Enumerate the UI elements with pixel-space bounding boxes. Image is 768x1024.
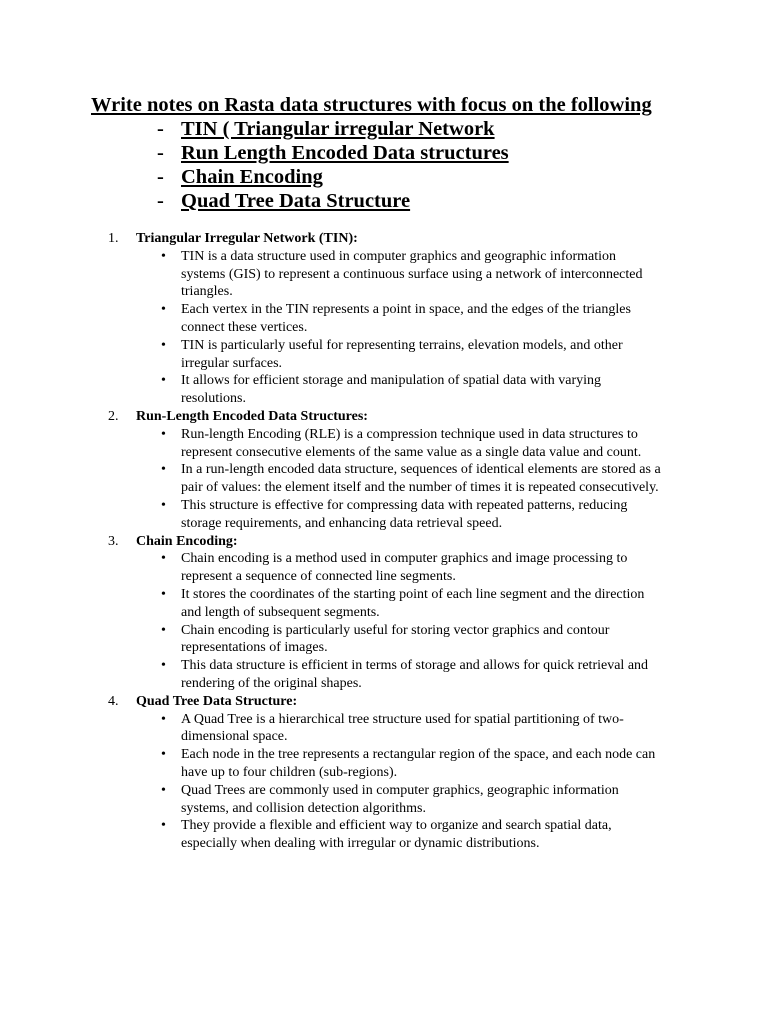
section-heading: [108, 533, 708, 551]
bullet-text: A Quad Tree is a hierarchical tree structure used for spatial partitioning of two-dimensional space.: [181, 711, 624, 745]
bullet-item: [160, 711, 708, 747]
bullet-icon: •: [161, 248, 166, 264]
section-title: Triangular Irregular Network (TIN):: [136, 231, 358, 246]
section-title: Quad Tree Data Structure:: [136, 693, 298, 709]
bullet-icon: •: [161, 426, 166, 442]
bullet-item: [160, 550, 708, 586]
bullet-text: Each node in the tree represents a rectangular region of the space, and each node can have up to four children (sub-regions).: [181, 747, 656, 780]
bullet-text: In a run-length encoded data structure, sequences of identical elements are stored as a pair of values: the element itself and the number of times it is repeated consecutively.: [181, 462, 661, 496]
bullet-icon: •: [161, 622, 166, 638]
bullet-text: Chain encoding is particularly useful for storing vector graphics and contour representations of images.: [181, 622, 610, 656]
bullet-list: [108, 711, 708, 853]
section-rle: [108, 408, 708, 533]
bullet-item: [160, 301, 708, 337]
bullet-icon: •: [161, 818, 166, 834]
topic-item: [91, 117, 652, 141]
bullet-item: [160, 337, 708, 373]
bullet-text: Run-length Encoding (RLE) is a compression technique used in data structures to represent consecutive elements of the same value as a single data value and count.: [181, 426, 642, 460]
section-heading: [108, 693, 708, 711]
section-heading: [108, 408, 708, 426]
bullet-item: [160, 657, 708, 693]
section-tin: [108, 230, 708, 408]
topic-dash: -: [157, 118, 164, 140]
bullet-item: [160, 461, 708, 497]
section-quad-tree: [108, 693, 708, 853]
bullet-item: [160, 782, 708, 818]
bullet-list: [108, 426, 708, 533]
bullet-icon: •: [161, 337, 166, 353]
bullet-text: Each vertex in the TIN represents a point in space, and the edges of the triangles connect these vertices.: [181, 302, 631, 335]
bullet-text: This structure is effective for compressing data with repeated patterns, reducing storage requirements, and enhancing data retrieval speed.: [181, 497, 628, 531]
bullet-icon: •: [161, 551, 166, 567]
topic-text: TIN ( Triangular irregular Network: [181, 118, 495, 140]
section-chain-encoding: [108, 533, 708, 693]
section-number: 3.: [108, 533, 119, 549]
topic-text: Quad Tree Data Structure: [181, 190, 411, 212]
bullet-item: [160, 817, 708, 853]
bullet-item: [160, 586, 708, 622]
bullet-item: [160, 622, 708, 658]
section-title: Chain Encoding:: [136, 533, 238, 549]
topic-item: [91, 165, 652, 189]
bullet-icon: •: [161, 782, 166, 798]
assignment-heading: [91, 93, 652, 213]
section-number: 4.: [108, 693, 119, 709]
bullet-list: [108, 550, 708, 692]
topic-text: Chain Encoding: [181, 166, 323, 188]
bullet-list: [108, 248, 708, 408]
bullet-item: [160, 248, 708, 301]
section-heading: [108, 230, 708, 248]
topic-dash: -: [157, 166, 164, 188]
topic-text: Run Length Encoded Data structures: [181, 142, 509, 164]
page-title: Write notes on Rasta data structures with focus on the following: [91, 94, 652, 116]
bullet-icon: •: [161, 373, 166, 389]
bullet-item: [160, 497, 708, 533]
bullet-icon: •: [161, 462, 166, 478]
bullet-text: TIN is a data structure used in computer graphics and geographic information systems (GIS) to represent a continuous surface using a network of interconnected triangles.: [181, 248, 643, 300]
topic-item: [91, 141, 652, 165]
bullet-text: It stores the coordinates of the starting point of each line segment and the direction and length of subsequent segments.: [181, 586, 645, 620]
bullet-item: [160, 372, 708, 408]
section-title: Run-Length Encoded Data Structures:: [136, 408, 368, 424]
bullet-item: [160, 746, 708, 782]
bullet-text: It allows for efficient storage and manipulation of spatial data with varying resolutions.: [181, 373, 602, 407]
section-number: 2.: [108, 408, 119, 424]
bullet-icon: •: [161, 711, 166, 727]
bullet-icon: •: [161, 586, 166, 602]
bullet-icon: •: [161, 302, 166, 318]
bullet-text: This data structure is efficient in terms of storage and allows for quick retrieval and rendering of the original shapes.: [181, 658, 649, 691]
topic-list: [91, 117, 652, 213]
bullet-text: TIN is particularly useful for representing terrains, elevation models, and other irregular surfaces.: [181, 337, 623, 371]
bullet-text: They provide a flexible and efficient way to organize and search spatial data, especially when dealing with irregular or dynamic distributions.: [181, 818, 612, 852]
bullet-text: Quad Trees are commonly used in computer graphics, geographic information systems, and collision detection algorithms.: [181, 782, 619, 816]
bullet-icon: •: [161, 497, 166, 513]
bullet-text: Chain encoding is a method used in computer graphics and image processing to represent a sequence of connected line segments.: [181, 551, 628, 585]
section-number: 1.: [108, 231, 119, 246]
bullet-item: [160, 426, 708, 462]
topic-dash: -: [157, 142, 164, 164]
bullet-icon: •: [161, 658, 166, 674]
topic-dash: -: [157, 190, 164, 212]
notes-section-list: [108, 230, 708, 853]
topic-item: [91, 189, 652, 213]
bullet-icon: •: [161, 747, 166, 763]
